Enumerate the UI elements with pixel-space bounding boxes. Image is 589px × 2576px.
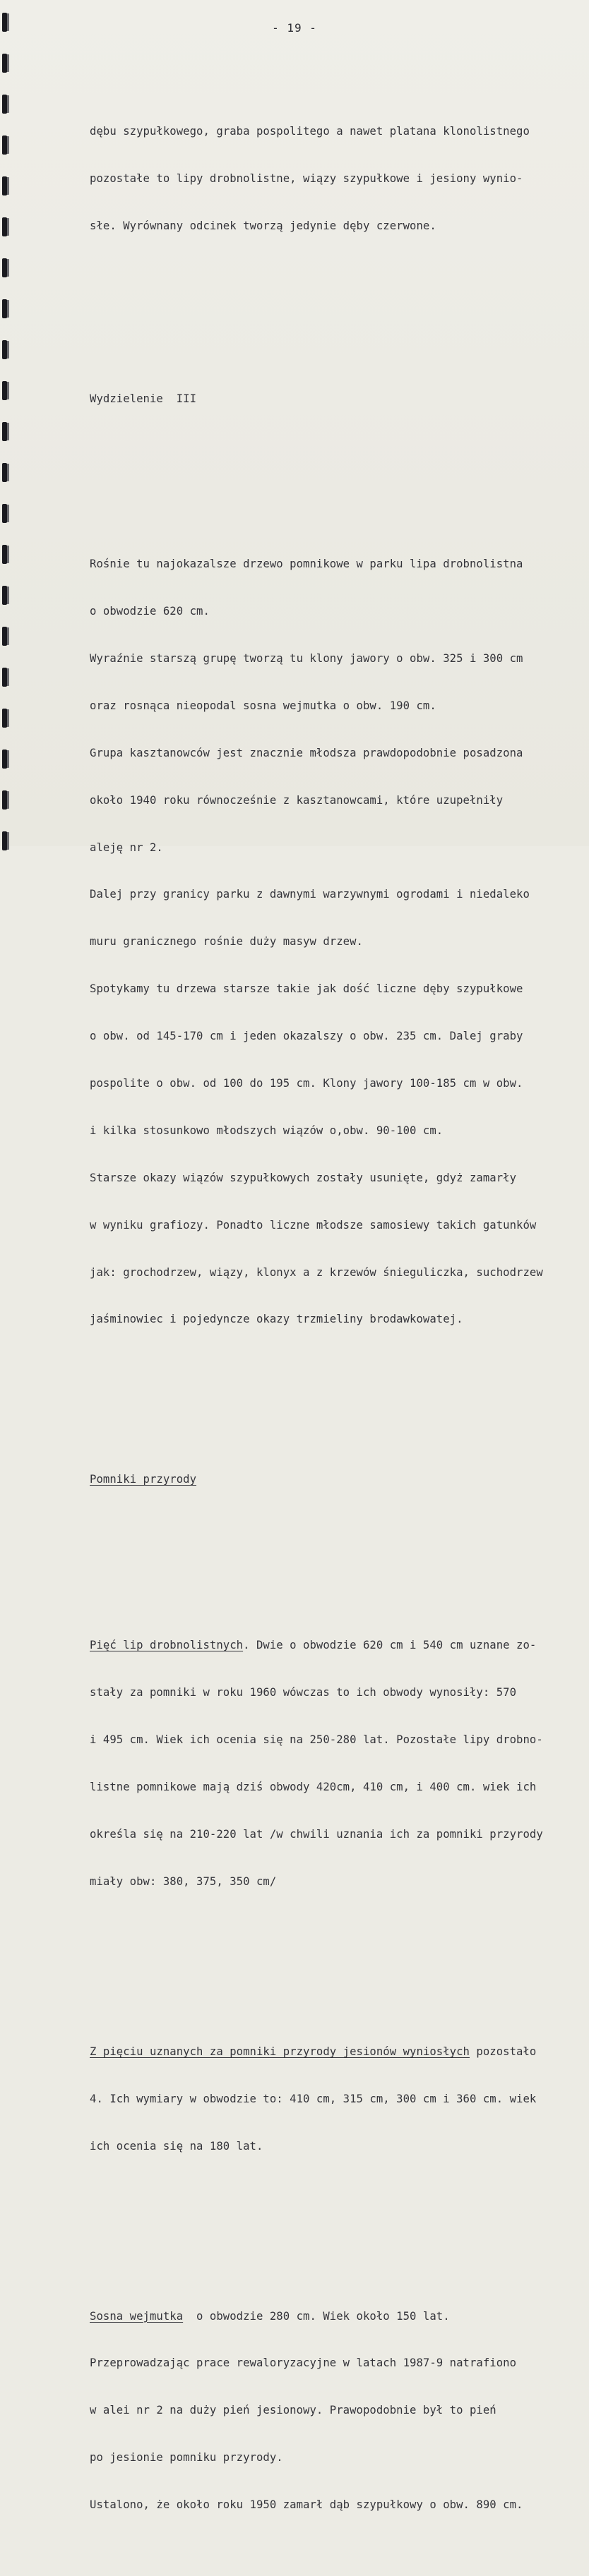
text-line: pozostałe to lipy drobnolistne, wiązy szypułkowe i jesiony wynio- xyxy=(90,172,523,186)
text-line: 4. Ich wymiary w obwodzie to: 410 cm, 315 cm, 300 cm i 360 cm. wiek xyxy=(90,2092,537,2105)
text-line: oraz rosnąca nieopodal sosna wejmutka o obw. 190 cm. xyxy=(90,699,436,712)
text-line: jak: grochodrzew, wiązy, klonyx a z krzewów śnieguliczka, suchodrzew xyxy=(90,1265,543,1279)
binding-ring xyxy=(2,790,7,809)
text-line: Wyraźnie starszą grupę tworzą tu klony jawory o obw. 325 i 300 cm xyxy=(90,651,523,665)
text-line: stały za pomniki w roku 1960 wówczas to ich obwody wynosiły: 570 xyxy=(90,1686,517,1699)
binding-ring xyxy=(2,176,7,195)
binding-ring xyxy=(2,709,7,728)
paragraph-jesiony xyxy=(90,2012,584,2185)
underlined-lead: Sosna wejmutka xyxy=(90,2309,184,2323)
page-number: - 19 - xyxy=(272,21,317,35)
paragraph-intro xyxy=(90,92,584,265)
text-line: listne pomnikowe mają dziś obwody 420cm, 410 cm, i 400 cm. wiek ich xyxy=(90,1781,537,1794)
binding-ring xyxy=(2,299,7,318)
binding-ring xyxy=(2,422,7,441)
text-line: pozostało xyxy=(469,2045,537,2058)
text-line: Spotykamy tu drzewa starsze takie jak dość liczne dęby szypułkowe xyxy=(90,982,523,996)
text-line: słe. Wyrównany odcinek tworzą jedynie dęby czerwone. xyxy=(90,219,436,233)
underlined-lead: Pięć lip drobnolistnych xyxy=(90,1639,244,1652)
binding-ring xyxy=(2,627,7,646)
binding-ring xyxy=(2,504,7,523)
binding-ring xyxy=(2,95,7,114)
binding-ring xyxy=(2,54,7,73)
spiral-binding xyxy=(0,0,16,846)
binding-ring xyxy=(2,668,7,687)
binding-ring xyxy=(2,217,7,236)
paragraph-lipy xyxy=(90,1606,584,1921)
text-line: miały obw: 380, 375, 350 cm/ xyxy=(90,1874,277,1888)
text-line: i 495 cm. Wiek ich ocenia się na 250-280 lat. Pozostałe lipy drobno- xyxy=(90,1733,543,1747)
paragraph-sosna xyxy=(90,2277,584,2544)
binding-ring xyxy=(2,586,7,605)
pomniki-heading xyxy=(90,1440,584,1519)
text-line: Ustalono, że około roku 1950 zamarł dąb szypułkowy o obw. 890 cm. xyxy=(90,2498,523,2512)
heading-text: Wydzielenie III xyxy=(90,392,197,406)
text-line: określa się na 210-220 lat /w chwili uznania ich za pomniki przyrody xyxy=(90,1827,543,1841)
text-line: . Dwie o obwodzie 620 cm i 540 cm uznane zo- xyxy=(243,1639,537,1652)
binding-ring xyxy=(2,545,7,564)
text-line: i kilka stosunkowo młodszych wiązów o,obw. 90-100 cm. xyxy=(90,1124,444,1137)
binding-ring xyxy=(2,258,7,277)
text-line: Grupa kasztanowców jest znacznie młodsza prawdopodobnie posadzona xyxy=(90,746,523,759)
text-line: w wyniku grafiozy. Ponadto liczne młodsze samosiewy takich gatunków xyxy=(90,1218,537,1232)
text-line: Dalej przy granicy parku z dawnymi warzywnymi ogrodami i niedaleko xyxy=(90,888,530,901)
paragraph-section-iii xyxy=(90,525,584,1359)
binding-ring xyxy=(2,136,7,155)
binding-ring xyxy=(2,831,7,850)
text-line: Przeprowadzając prace rewaloryzacyjne w latach 1987-9 natrafiono xyxy=(90,2357,517,2370)
text-line: dębu szypułkowego, graba pospolitego a nawet platana klonolistnego xyxy=(90,125,530,138)
underlined-lead: Z pięciu uznanych za pomniki przyrody jesionów wyniosłych xyxy=(90,2045,470,2058)
binding-ring xyxy=(2,340,7,359)
text-line: pospolite o obw. od 100 do 195 cm. Klony jawory 100-185 cm w obw. xyxy=(90,1077,523,1090)
heading-text: Pomniki przyrody xyxy=(90,1473,197,1486)
section-heading xyxy=(90,360,584,438)
binding-ring xyxy=(2,381,7,400)
text-line: o obwodzie 280 cm. Wiek około 150 lat. xyxy=(183,2309,450,2323)
text-line: muru granicznego rośnie duży masyw drzew. xyxy=(90,935,363,949)
text-line: aleję nr 2. xyxy=(90,841,163,854)
text-line: o obw. od 145-170 cm i jeden okazalszy o obw. 235 cm. Dalej graby xyxy=(90,1030,523,1043)
text-line: jaśminowiec i pojedyncze okazy trzmieliny brodawkowatej. xyxy=(90,1313,463,1326)
text-line: po jesionie pomniku przyrody. xyxy=(90,2451,283,2464)
binding-ring xyxy=(2,750,7,769)
text-line: o obwodzie 620 cm. xyxy=(90,605,210,618)
text-line: ich ocenia się na 180 lat. xyxy=(90,2139,263,2153)
text-line: Rośnie tu najokazalsze drzewo pomnikowe w parku lipa drobnolistna xyxy=(90,558,523,571)
text-line: Starsze okazy wiązów szypułkowych zostały usunięte, gdyż zamarły xyxy=(90,1171,517,1184)
binding-ring xyxy=(2,463,7,482)
text-line: w alei nr 2 na duży pień jesionowy. Prawopodobnie był to pień xyxy=(90,2404,496,2417)
text-line: około 1940 roku równocześnie z kasztanowcami, które uzupełniły xyxy=(90,793,504,807)
document-body xyxy=(90,45,584,2576)
